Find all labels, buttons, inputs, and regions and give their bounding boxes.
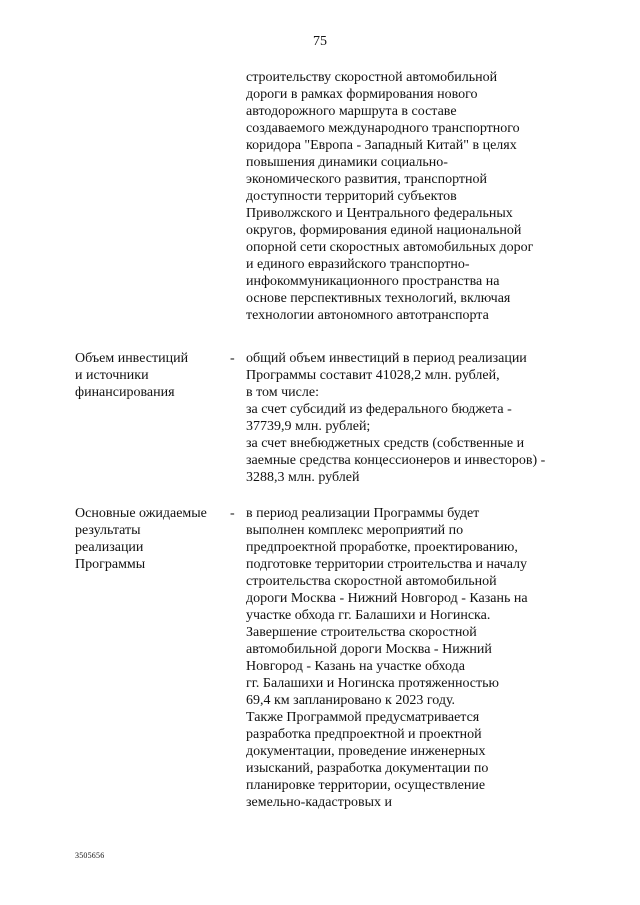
text-line: разработка предпроектной и проектной bbox=[246, 727, 482, 742]
text-line: изысканий, разработка документации по bbox=[246, 761, 489, 776]
text-line: 3288,3 млн. рублей bbox=[246, 470, 360, 485]
text-line: выполнен комплекс мероприятий по bbox=[246, 523, 464, 538]
text-line: Также Программой предусматривается bbox=[246, 710, 480, 725]
text-line: 37739,9 млн. рублей; bbox=[246, 419, 371, 434]
text-line: планировке территории, осуществление bbox=[246, 778, 486, 793]
text-line: в период реализации Программы будет bbox=[246, 506, 480, 521]
investment-dash: - bbox=[230, 351, 235, 366]
text-line: 69,4 км запланировано к 2023 году. bbox=[246, 693, 456, 708]
text-line: в том числе: bbox=[246, 385, 319, 400]
text-line: повышения динамики социально- bbox=[246, 155, 448, 170]
text-line: подготовке территории строительства и началу bbox=[246, 557, 528, 572]
text-line: инфокоммуникационного пространства на bbox=[246, 274, 500, 289]
text-line: экономического развития, транспортной bbox=[246, 172, 487, 187]
text-line: Программы bbox=[75, 557, 146, 572]
text-line: Программы составит 41028,2 млн. рублей, bbox=[246, 368, 500, 383]
text-line: земельно-кадастровых и bbox=[246, 795, 392, 810]
text-line: документации, проведение инженерных bbox=[246, 744, 486, 759]
text-line: создаваемого международного транспортного bbox=[246, 121, 520, 136]
expected-results-dash: - bbox=[230, 506, 235, 521]
page-number: 75 bbox=[313, 34, 327, 49]
investment-text bbox=[246, 350, 545, 486]
text-line: Объем инвестиций bbox=[75, 351, 189, 366]
text-line: за счет внебюджетных средств (собственные и bbox=[246, 436, 525, 451]
investment-label bbox=[75, 350, 188, 401]
text-line: финансирования bbox=[75, 385, 175, 400]
text-line: реализации bbox=[75, 540, 144, 555]
text-line: общий объем инвестиций в период реализации bbox=[246, 351, 527, 366]
expected-results-text bbox=[246, 505, 528, 811]
text-line: автомобильной дороги Москва - Нижний bbox=[246, 642, 492, 657]
text-line: Завершение строительства скоростной bbox=[246, 625, 477, 640]
text-line: автодорожного маршрута в составе bbox=[246, 104, 457, 119]
text-line: дороги Москва - Нижний Новгород - Казань на bbox=[246, 591, 528, 606]
continuation-text bbox=[246, 69, 533, 324]
text-line: технологии автономного автотранспорта bbox=[246, 308, 489, 323]
text-line: участке обхода гг. Балашихи и Ногинска. bbox=[246, 608, 491, 623]
text-line: опорной сети скоростных автомобильных дорог bbox=[246, 240, 534, 255]
document-code: 3505656 bbox=[75, 851, 105, 860]
text-line: гг. Балашихи и Ногинска протяженностью bbox=[246, 676, 499, 691]
text-line: Основные ожидаемые bbox=[75, 506, 207, 521]
text-line: доступности территорий субъектов bbox=[246, 189, 457, 204]
text-line: Приволжского и Центрального федеральных bbox=[246, 206, 513, 221]
text-line: основе перспективных технологий, включая bbox=[246, 291, 511, 306]
text-line: и единого евразийского транспортно- bbox=[246, 257, 470, 272]
text-line: и источники bbox=[75, 368, 149, 383]
text-line: строительству скоростной автомобильной bbox=[246, 70, 498, 85]
text-line: коридора "Европа - Западный Китай" в целях bbox=[246, 138, 517, 153]
expected-results-label bbox=[75, 505, 207, 573]
text-line: строительства скоростной автомобильной bbox=[246, 574, 497, 589]
text-line: округов, формирования единой национальной bbox=[246, 223, 522, 238]
text-line: дороги в рамках формирования нового bbox=[246, 87, 478, 102]
text-line: заемные средства концессионеров и инвесторов) - bbox=[246, 453, 546, 468]
text-line: предпроектной проработке, проектированию, bbox=[246, 540, 518, 555]
text-line: результаты bbox=[75, 523, 141, 538]
text-line: за счет субсидий из федерального бюджета - bbox=[246, 402, 512, 417]
text-line: Новгород - Казань на участке обхода bbox=[246, 659, 465, 674]
